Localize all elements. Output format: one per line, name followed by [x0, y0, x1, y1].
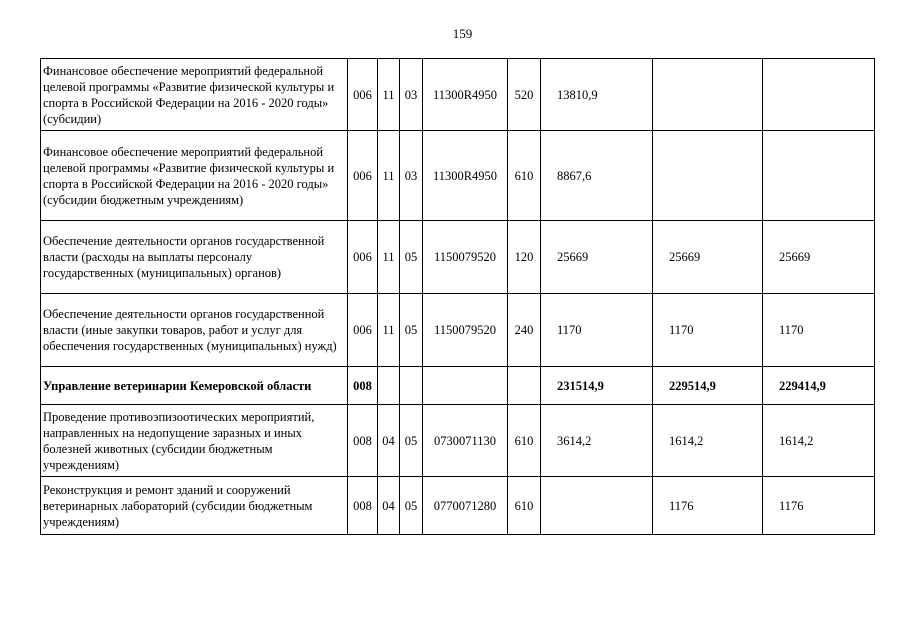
budget-table [40, 58, 875, 535]
ministry-code: 008 [348, 477, 378, 535]
subsection-code: 05 [400, 405, 423, 477]
table-row [41, 294, 875, 367]
subsection-code: 05 [400, 221, 423, 294]
row-description: Управление ветеринарии Кемеровской области [41, 367, 348, 405]
amount-year-1: 1170 [541, 294, 653, 367]
target-code: 1150079520 [423, 294, 508, 367]
subsection-code: 03 [400, 59, 423, 131]
amount-year-3: 1170 [763, 294, 875, 367]
table-row [41, 367, 875, 405]
amount-year-1: 231514,9 [541, 367, 653, 405]
amount-year-1 [541, 477, 653, 535]
ministry-code: 006 [348, 221, 378, 294]
table-row [41, 59, 875, 131]
amount-year-3: 1614,2 [763, 405, 875, 477]
section-code: 11 [378, 294, 400, 367]
section-code [378, 367, 400, 405]
section-code: 04 [378, 405, 400, 477]
row-description: Финансовое обеспечение мероприятий федеральной целевой программы «Развитие физической культуры и спорта в Российской Федерации на 2016 - 2020 годы» (субсидии) [41, 59, 348, 131]
table-row [41, 405, 875, 477]
ministry-code: 008 [348, 367, 378, 405]
amount-year-1: 13810,9 [541, 59, 653, 131]
subsection-code [400, 367, 423, 405]
amount-year-2 [653, 59, 763, 131]
expense-type-code [508, 367, 541, 405]
ministry-code: 006 [348, 131, 378, 221]
row-description: Обеспечение деятельности органов государственной власти (расходы на выплаты персоналу государственных (муниципальных) органов) [41, 221, 348, 294]
expense-type-code: 520 [508, 59, 541, 131]
table-row [41, 477, 875, 535]
expense-type-code: 610 [508, 131, 541, 221]
ministry-code: 006 [348, 59, 378, 131]
target-code: 1150079520 [423, 221, 508, 294]
amount-year-1: 25669 [541, 221, 653, 294]
amount-year-3: 229414,9 [763, 367, 875, 405]
amount-year-2: 1176 [653, 477, 763, 535]
amount-year-3: 25669 [763, 221, 875, 294]
amount-year-1: 3614,2 [541, 405, 653, 477]
expense-type-code: 610 [508, 405, 541, 477]
section-code: 11 [378, 59, 400, 131]
row-description: Проведение противоэпизоотических мероприятий, направленных на недопущение заразных и иных болезней животных (субсидии бюджетным учреждениям) [41, 405, 348, 477]
amount-year-2: 229514,9 [653, 367, 763, 405]
table-row [41, 221, 875, 294]
amount-year-2: 1614,2 [653, 405, 763, 477]
ministry-code: 008 [348, 405, 378, 477]
section-code: 04 [378, 477, 400, 535]
expense-type-code: 240 [508, 294, 541, 367]
amount-year-2: 25669 [653, 221, 763, 294]
amount-year-3: 1176 [763, 477, 875, 535]
expense-type-code: 120 [508, 221, 541, 294]
section-code: 11 [378, 221, 400, 294]
expense-type-code: 610 [508, 477, 541, 535]
target-code: 11300R4950 [423, 131, 508, 221]
target-code: 0730071130 [423, 405, 508, 477]
amount-year-3 [763, 131, 875, 221]
page-number: 159 [452, 26, 473, 41]
amount-year-2 [653, 131, 763, 221]
ministry-code: 006 [348, 294, 378, 367]
target-code [423, 367, 508, 405]
row-description: Обеспечение деятельности органов государственной власти (иные закупки товаров, работ и услуг для обеспечения государственных (муниципальных) нужд) [41, 294, 348, 367]
row-description: Реконструкция и ремонт зданий и сооружений ветеринарных лабораторий (субсидии бюджетным учреждениям) [41, 477, 348, 535]
amount-year-3 [763, 59, 875, 131]
table-row [41, 131, 875, 221]
section-code: 11 [378, 131, 400, 221]
subsection-code: 03 [400, 131, 423, 221]
subsection-code: 05 [400, 477, 423, 535]
subsection-code: 05 [400, 294, 423, 367]
row-description: Финансовое обеспечение мероприятий федеральной целевой программы «Развитие физической культуры и спорта в Российской Федерации на 2016 - 2020 годы» (субсидии бюджетным учреждениям) [41, 131, 348, 221]
target-code: 11300R4950 [423, 59, 508, 131]
amount-year-1: 8867,6 [541, 131, 653, 221]
amount-year-2: 1170 [653, 294, 763, 367]
target-code: 0770071280 [423, 477, 508, 535]
